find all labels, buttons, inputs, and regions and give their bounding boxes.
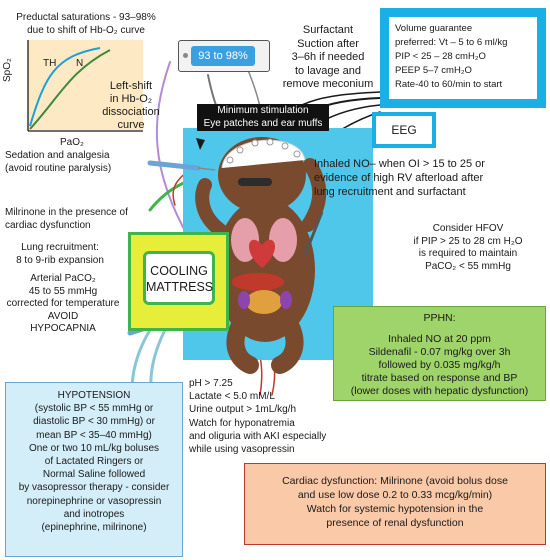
sedation-note: Sedation and analgesia (avoid routine paralysis): [5, 150, 112, 174]
eeg-label: EEG: [372, 112, 436, 148]
pphn-panel: PPHN: Inhaled NO at 20 ppm Sildenafil - 0.07 mg/kg over 3h followed by 0.035 mg/kg/h titrate based on response and BP (lower doses with hepatic dysfunction): [333, 306, 546, 401]
hfov-note: Consider HFOV if PIP > 25 to 28 cm H₂O is required to maintain PaCO₂ < 55 mmHg: [413, 223, 523, 272]
cooling-mattress: [128, 232, 229, 331]
stimulation-banner: Minimum stimulation Eye patches and ear muffs: [197, 104, 329, 131]
surfactant-note: Surfactant Suction after 3–6h if needed to lavage and remove meconium: [282, 24, 374, 90]
left-shift-caption: Left-shift in Hb-O₂ dissociation curve: [102, 80, 160, 131]
curve-n-label: N: [76, 58, 84, 69]
inhaled-no-note: Inhaled NO– when OI > 15 to 25 or evidence of high RV afterload after lung recruitment and surfactant: [314, 158, 485, 198]
paco2-note: Arterial PaCO₂ 45 to 55 mmHg corrected for temperature AVOID HYPOCAPNIA: [6, 273, 120, 334]
cardiac-panel: Cardiac dysfunction: Milrinone (avoid bolus dose and use low dose 0.2 to 0.33 mcg/kg/min) Watch for systemic hypotension in the presence of renal dysfunction: [244, 463, 546, 545]
x-axis-label: PaO₂: [60, 137, 84, 148]
lung-recruitment-note: Lung recruitment: 8 to 9-rib expansion: [16, 242, 104, 266]
monitor-icon: [178, 40, 270, 72]
hypotension-panel: HYPOTENSION (systolic BP < 55 mmHg or diastolic BP < 30 mmHg) or mean BP < 35–40 mmHg) One or two 10 mL/kg boluses of Lactated Ringers or Normal Saline followed by vasopressor therapy - consider norepinephrine or vasopressin and inotropes (epinephrine, milrinone): [5, 382, 183, 557]
ventilator-settings: Volume guarantee preferred: Vt – 5 to 6 ml/kg PIP < 25 – 28 cmH₂O PEEP 5–7 cmH₂O Rate-40 to 60/min to start: [389, 17, 537, 99]
metabolic-note: pH > 7.25 Lactate < 5.0 mM/L Urine output > 1mL/kg/h Watch for hyponatremia and oliguria with AKI especially while using vasopressin: [189, 378, 327, 456]
pphn-title: PPHN:: [423, 312, 456, 324]
saturation-title: Preductal saturations - 93–98% due to shift of Hb-O₂ curve: [16, 12, 156, 36]
ventilator-panel: [380, 8, 546, 108]
milrinone-note: Milrinone in the presence of cardiac dysfunction: [5, 207, 128, 231]
y-axis-label: SpO₂: [2, 58, 13, 82]
monitor-reading: 93 to 98%: [191, 46, 255, 66]
cooling-label: COOLING MATTRESS: [143, 251, 215, 305]
curve-th-label: TH: [43, 58, 57, 69]
